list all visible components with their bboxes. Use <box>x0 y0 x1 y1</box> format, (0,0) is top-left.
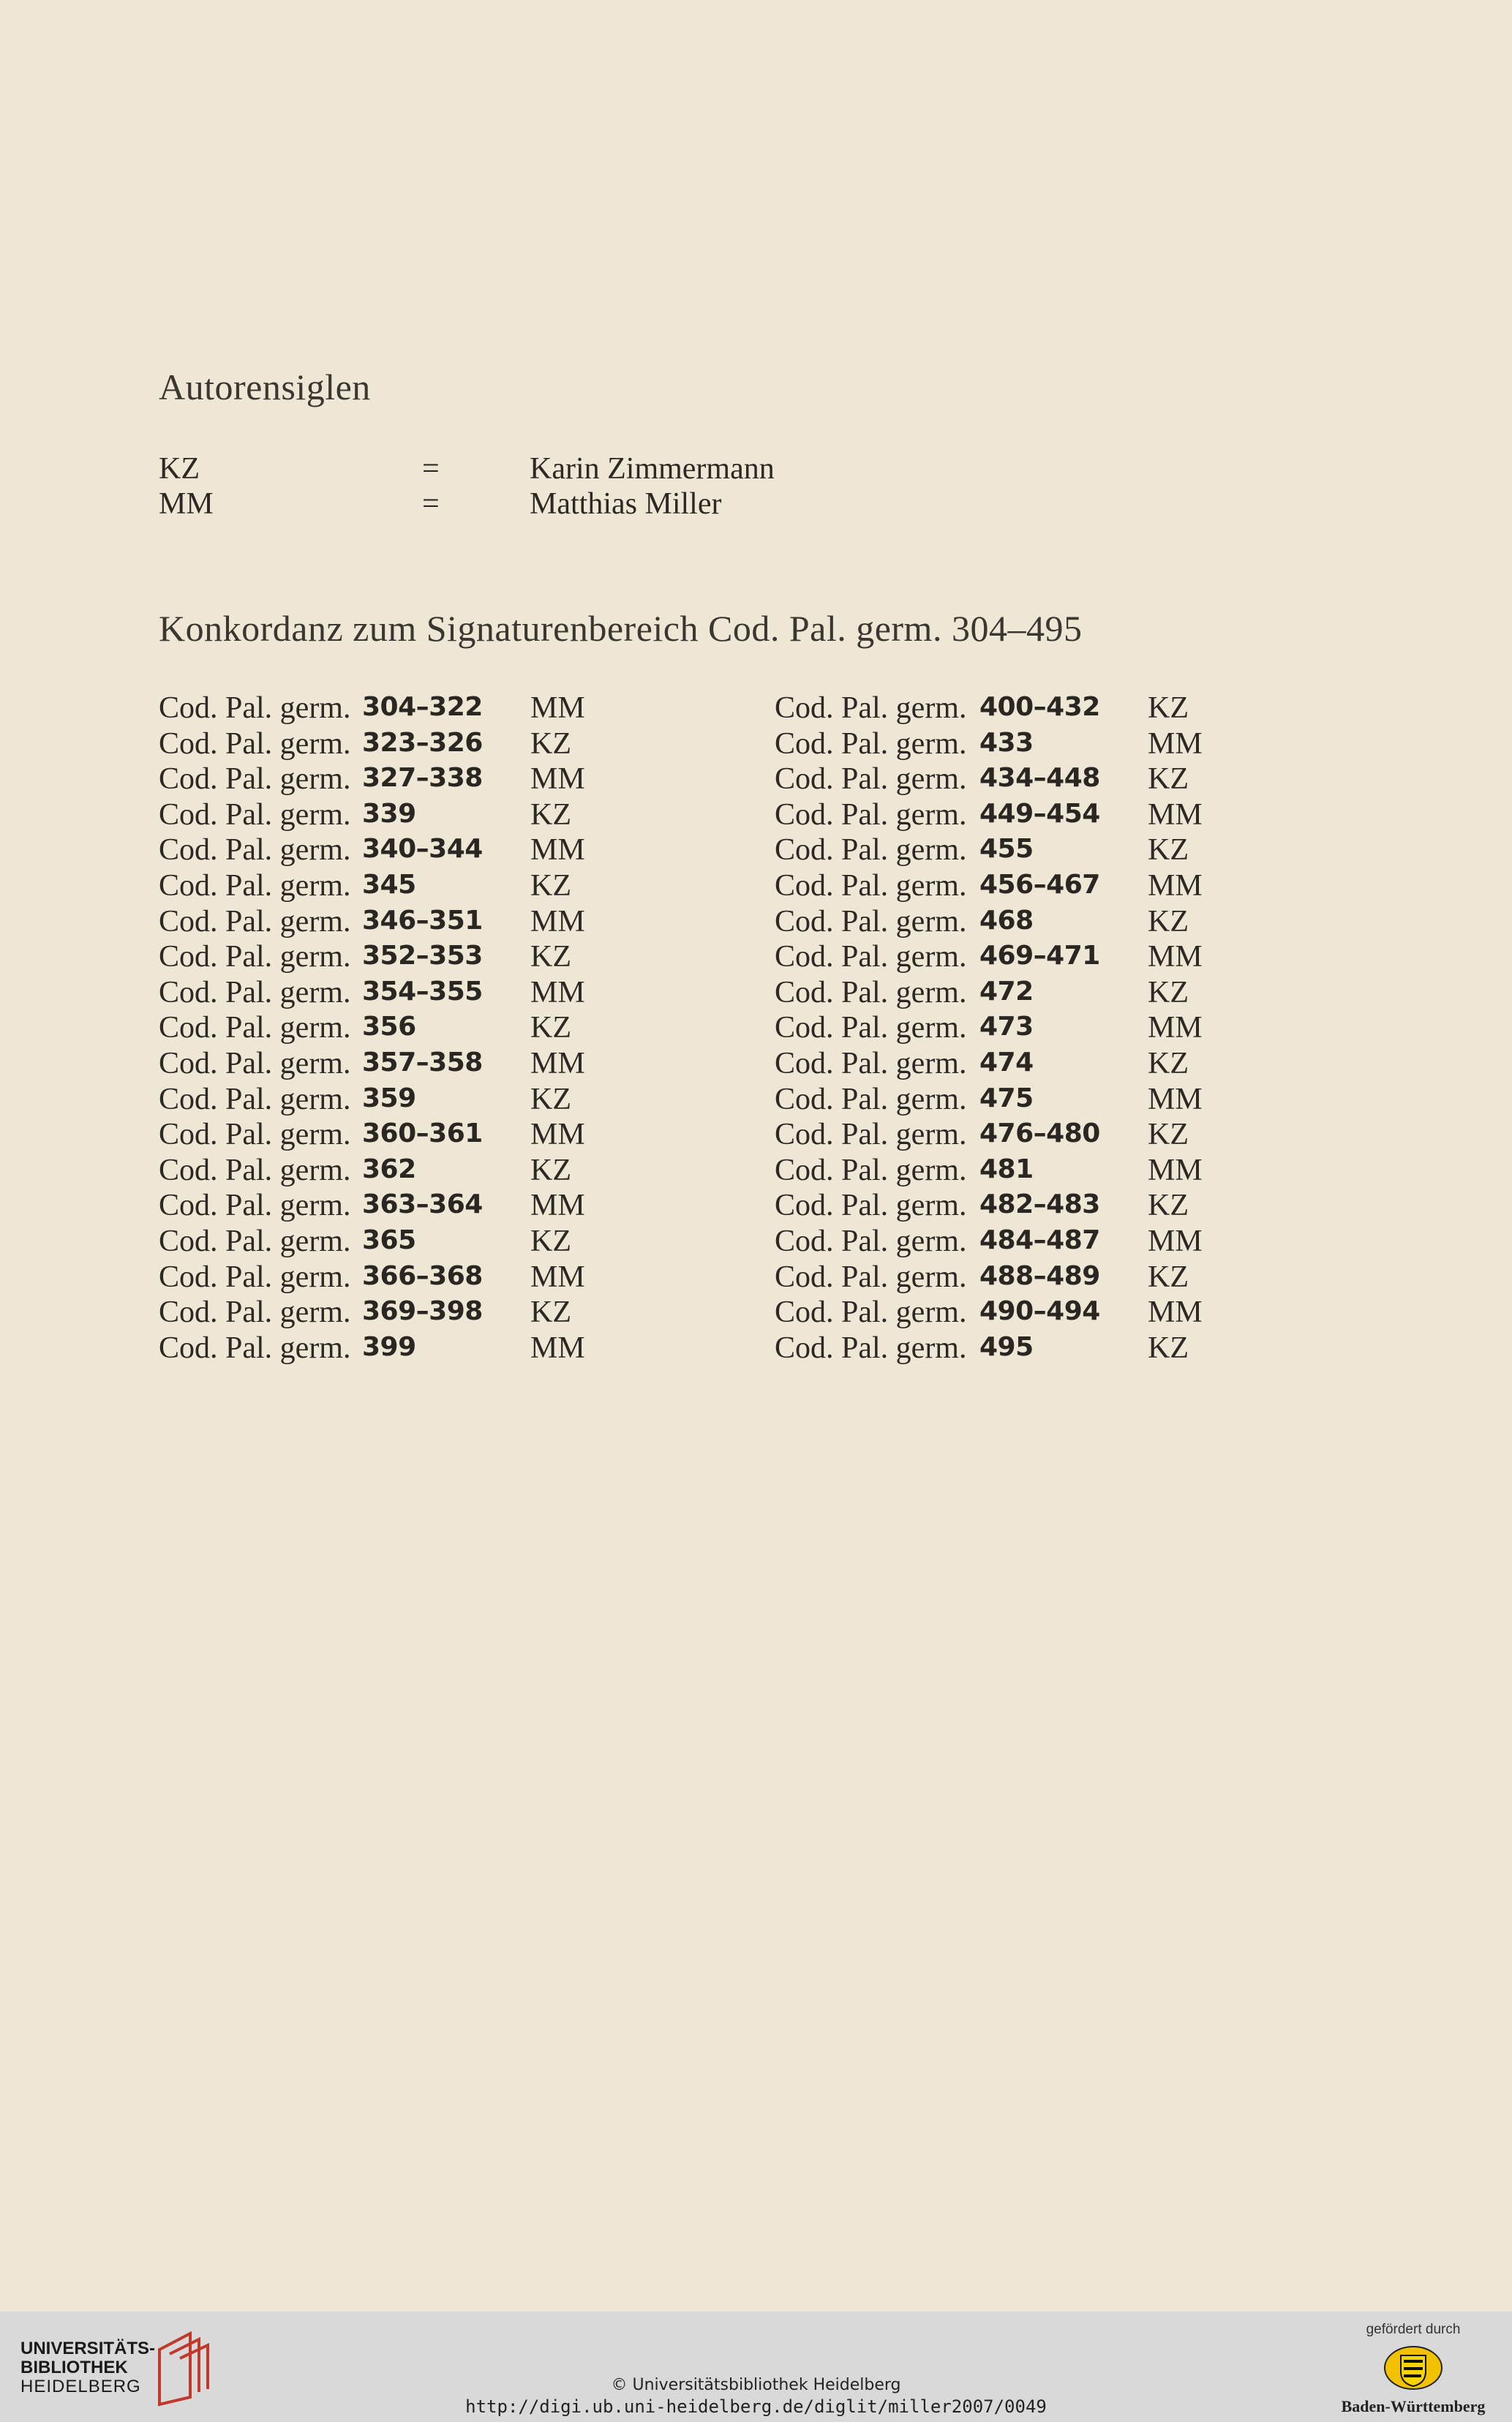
concordance-row <box>775 832 1287 868</box>
signature-prefix: Cod. Pal. germ. <box>159 1189 351 1223</box>
concordance-row <box>159 975 671 1011</box>
signature-prefix: Cod. Pal. germ. <box>159 1082 351 1116</box>
author-sigil: MM <box>1148 868 1203 903</box>
author-name: Karin Zimmermann <box>530 452 775 486</box>
author-sigil: KZ <box>1148 1331 1189 1365</box>
signature-prefix: Cod. Pal. germ. <box>159 1260 351 1294</box>
concordance-row <box>159 1117 671 1153</box>
signature-prefix: Cod. Pal. germ. <box>159 1295 351 1330</box>
signature-prefix: Cod. Pal. germ. <box>159 904 351 939</box>
author-sigil: KZ <box>1148 1118 1189 1152</box>
author-sigil: MM <box>530 904 585 939</box>
signature-number: 359 <box>362 1083 416 1113</box>
signature-prefix: Cod. Pal. germ. <box>775 1260 967 1294</box>
concordance-row <box>775 797 1287 833</box>
signature-prefix: Cod. Pal. germ. <box>159 797 351 832</box>
signature-prefix: Cod. Pal. germ. <box>775 797 967 832</box>
author-sigil: KZ <box>1148 1260 1189 1294</box>
author-sigil: MM <box>1148 1153 1203 1187</box>
concordance-row <box>159 1295 671 1331</box>
author-sigil: KZ <box>530 1011 571 1045</box>
concordance-row <box>159 1331 671 1366</box>
author-sigil: KZ <box>530 797 571 832</box>
author-sigil: MM <box>1148 1295 1203 1330</box>
author-sigil: MM <box>530 691 585 725</box>
signature-number: 474 <box>979 1047 1034 1078</box>
author-sigil: MM <box>530 1118 585 1152</box>
author-sigil: KZ <box>530 726 571 761</box>
author-sigil: KZ <box>530 940 571 974</box>
logo-line: HEIDELBERG <box>20 2377 141 2396</box>
signature-number: 481 <box>979 1154 1034 1184</box>
signature-prefix: Cod. Pal. germ. <box>775 904 967 939</box>
author-sigil: MM <box>530 1046 585 1080</box>
signature-number: 456–467 <box>979 869 1100 900</box>
signature-number: 352–353 <box>362 941 483 971</box>
signature-prefix: Cod. Pal. germ. <box>159 691 351 725</box>
signature-number: 490–494 <box>979 1296 1100 1327</box>
signature-number: 484–487 <box>979 1225 1100 1255</box>
signature-number: 473 <box>979 1012 1034 1042</box>
signature-prefix: Cod. Pal. germ. <box>775 1153 967 1187</box>
signature-prefix: Cod. Pal. germ. <box>775 762 967 797</box>
signature-prefix: Cod. Pal. germ. <box>775 1082 967 1116</box>
concordance-row <box>775 691 1287 726</box>
concordance-row <box>159 691 671 726</box>
equals-sign: = <box>422 487 440 521</box>
concordance-row <box>159 939 671 975</box>
concordance-row <box>775 761 1287 797</box>
signature-prefix: Cod. Pal. germ. <box>775 1224 967 1258</box>
author-sigil: KZ <box>530 1082 571 1116</box>
signature-number: 455 <box>979 834 1034 865</box>
signature-number: 366–368 <box>362 1260 483 1291</box>
concordance-row <box>775 1224 1287 1260</box>
signature-prefix: Cod. Pal. germ. <box>775 1331 967 1365</box>
concordance-row <box>775 1082 1287 1118</box>
signature-prefix: Cod. Pal. germ. <box>775 975 967 1009</box>
author-sigil: MM <box>1148 797 1203 832</box>
author-abbr: MM <box>159 487 214 521</box>
author-sigil: MM <box>1148 1011 1203 1045</box>
concordance-row <box>775 1046 1287 1082</box>
concordance-row <box>159 1010 671 1046</box>
signature-prefix: Cod. Pal. germ. <box>775 1046 967 1080</box>
concordance-row <box>159 904 671 940</box>
signature-number: 357–358 <box>362 1047 483 1078</box>
concordance-row <box>775 1260 1287 1295</box>
concordance-heading: Konkordanz zum Signaturenbereich Cod. Pal. germ. 304–495 <box>159 608 1083 649</box>
signature-prefix: Cod. Pal. germ. <box>159 1011 351 1045</box>
signature-number: 345 <box>362 869 416 900</box>
signature-number: 495 <box>979 1331 1034 1362</box>
signature-number: 369–398 <box>362 1296 483 1327</box>
signature-prefix: Cod. Pal. germ. <box>159 975 351 1009</box>
signature-prefix: Cod. Pal. germ. <box>159 940 351 974</box>
signature-prefix: Cod. Pal. germ. <box>775 1295 967 1330</box>
funder-logo[interactable] <box>1336 2322 1490 2416</box>
author-sigil: KZ <box>1148 1046 1189 1080</box>
concordance-row <box>159 726 671 762</box>
signature-number: 399 <box>362 1331 416 1362</box>
concordance-row <box>159 1224 671 1260</box>
signature-prefix: Cod. Pal. germ. <box>159 1224 351 1258</box>
signature-prefix: Cod. Pal. germ. <box>159 1153 351 1187</box>
logo-line: UNIVERSITÄTS- <box>20 2339 156 2358</box>
author-sigla-heading: Autorensiglen <box>159 366 371 407</box>
author-sigil: KZ <box>530 1224 571 1258</box>
concordance-row <box>775 1295 1287 1331</box>
signature-number: 360–361 <box>362 1118 483 1149</box>
signature-number: 469–471 <box>979 941 1100 971</box>
concordance-row <box>775 939 1287 975</box>
funder-name: Baden-Württemberg <box>1341 2397 1486 2415</box>
concordance-row <box>159 1046 671 1082</box>
signature-prefix: Cod. Pal. germ. <box>775 1189 967 1223</box>
author-sigil: MM <box>530 762 585 797</box>
signature-number: 434–448 <box>979 763 1100 794</box>
author-sigil: KZ <box>530 868 571 903</box>
signature-number: 363–364 <box>362 1189 483 1220</box>
author-sigil: MM <box>1148 1082 1203 1116</box>
signature-number: 323–326 <box>362 727 483 758</box>
author-sigil: MM <box>530 833 585 868</box>
baden-wuerttemberg-crest-icon <box>1383 2345 1443 2391</box>
signature-number: 475 <box>979 1083 1034 1113</box>
signature-number: 346–351 <box>362 905 483 936</box>
concordance-left-column <box>159 691 671 1366</box>
concordance-row <box>159 1260 671 1295</box>
signature-number: 365 <box>362 1225 416 1255</box>
signature-number: 488–489 <box>979 1260 1100 1291</box>
concordance-row <box>159 1153 671 1189</box>
signature-number: 362 <box>362 1154 416 1184</box>
signature-prefix: Cod. Pal. germ. <box>775 691 967 725</box>
signature-prefix: Cod. Pal. germ. <box>775 1011 967 1045</box>
concordance-right-column <box>775 691 1287 1366</box>
signature-number: 472 <box>979 976 1034 1007</box>
signature-prefix: Cod. Pal. germ. <box>775 1118 967 1152</box>
concordance-row <box>775 975 1287 1011</box>
signature-number: 482–483 <box>979 1189 1100 1220</box>
author-sigil: KZ <box>1148 833 1189 868</box>
concordance-row <box>775 1117 1287 1153</box>
author-sigil: KZ <box>530 1153 571 1187</box>
author-sigil: KZ <box>1148 975 1189 1009</box>
concordance-row <box>775 1153 1287 1189</box>
author-sigil: KZ <box>530 1295 571 1330</box>
author-sigil: KZ <box>1148 1189 1189 1223</box>
signature-prefix: Cod. Pal. germ. <box>775 868 967 903</box>
author-sigil: MM <box>530 1260 585 1294</box>
funded-by-label: gefördert durch <box>1366 2322 1461 2337</box>
source-url-link[interactable]: http://digi.ub.uni-heidelberg.de/diglit/miller2007/0049 <box>465 2396 1047 2417</box>
copyright-text: © Universitätsbibliothek Heidelberg <box>611 2376 901 2394</box>
author-sigil: MM <box>1148 726 1203 761</box>
signature-prefix: Cod. Pal. germ. <box>159 1118 351 1152</box>
signature-number: 476–480 <box>979 1118 1100 1149</box>
concordance-row <box>159 761 671 797</box>
signature-number: 400–432 <box>979 692 1100 722</box>
author-sigil: MM <box>530 1331 585 1365</box>
signature-number: 304–322 <box>362 692 483 722</box>
signature-number: 449–454 <box>979 798 1100 829</box>
concordance-row <box>775 726 1287 762</box>
concordance-row <box>159 832 671 868</box>
author-sigil: KZ <box>1148 904 1189 939</box>
author-sigil: MM <box>530 975 585 1009</box>
author-sigil: MM <box>530 1189 585 1223</box>
author-sigil: KZ <box>1148 762 1189 797</box>
signature-prefix: Cod. Pal. germ. <box>159 726 351 761</box>
concordance-row <box>159 1188 671 1224</box>
footer-bar <box>0 2312 1512 2422</box>
signature-number: 468 <box>979 905 1034 936</box>
signature-prefix: Cod. Pal. germ. <box>159 833 351 868</box>
concordance-row <box>159 797 671 833</box>
signature-prefix: Cod. Pal. germ. <box>159 1331 351 1365</box>
signature-prefix: Cod. Pal. germ. <box>159 762 351 797</box>
author-sigil: KZ <box>1148 691 1189 725</box>
concordance-row <box>775 868 1287 904</box>
signature-prefix: Cod. Pal. germ. <box>775 726 967 761</box>
concordance-row <box>775 904 1287 940</box>
signature-number: 327–338 <box>362 763 483 794</box>
signature-number: 356 <box>362 1012 416 1042</box>
signature-number: 339 <box>362 798 416 829</box>
signature-prefix: Cod. Pal. germ. <box>775 940 967 974</box>
concordance-row <box>775 1010 1287 1046</box>
author-sigil: MM <box>1148 940 1203 974</box>
concordance-row <box>775 1188 1287 1224</box>
concordance-row <box>775 1331 1287 1366</box>
author-name: Matthias Miller <box>530 487 722 521</box>
signature-number: 433 <box>979 727 1034 758</box>
signature-prefix: Cod. Pal. germ. <box>159 1046 351 1080</box>
concordance-row <box>159 1082 671 1118</box>
logo-line: BIBLIOTHEK <box>20 2358 128 2377</box>
equals-sign: = <box>422 452 440 486</box>
author-abbr: KZ <box>159 452 200 486</box>
signature-number: 354–355 <box>362 976 483 1007</box>
signature-prefix: Cod. Pal. germ. <box>159 868 351 903</box>
author-sigil: MM <box>1148 1224 1203 1258</box>
signature-number: 340–344 <box>362 834 483 865</box>
concordance-row <box>159 868 671 904</box>
signature-prefix: Cod. Pal. germ. <box>775 833 967 868</box>
